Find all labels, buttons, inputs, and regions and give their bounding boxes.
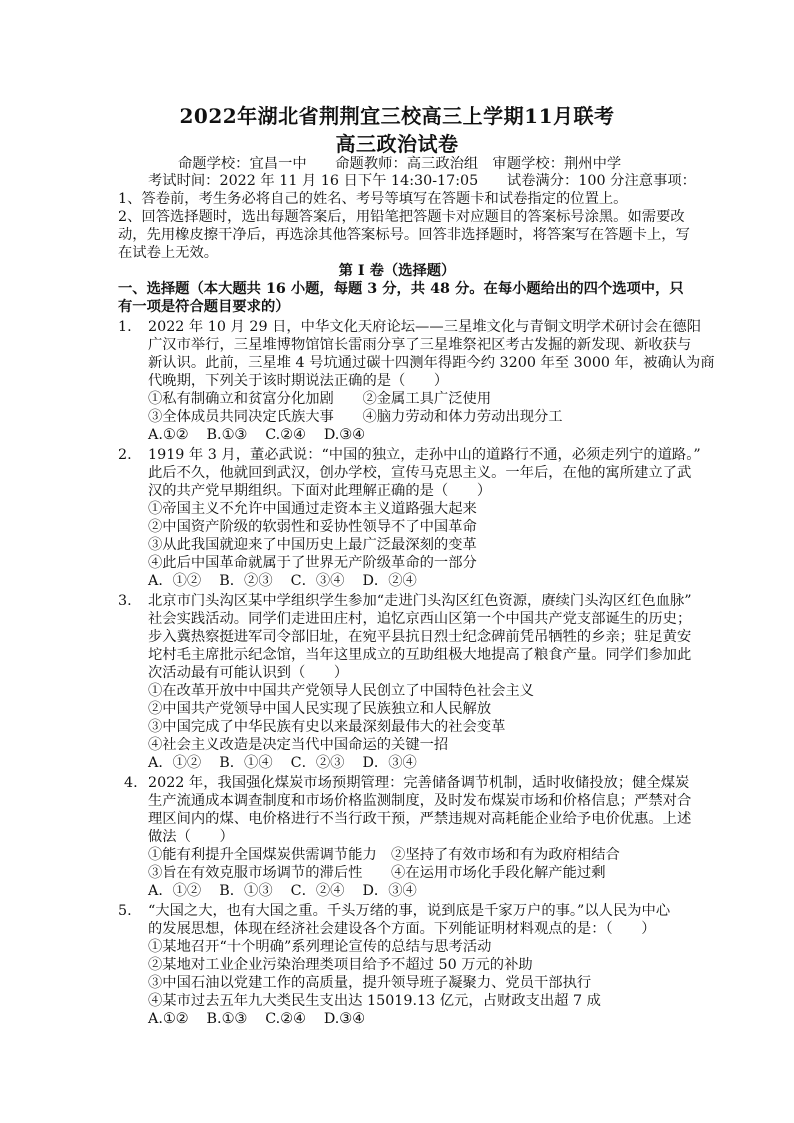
answer-choices	[148, 754, 435, 772]
question-text: 的发展思想，体现在经济社会建设各个方面。下列能证明材料观点的是：（ ）	[148, 921, 656, 937]
question-option: ④社会主义改造是决定当代中国命运的关键一招	[148, 737, 449, 753]
question-number: 5.	[118, 903, 132, 919]
question-text: 广汉市举行，三星堆博物馆馆长雷雨分享了三星堆祭祀区考古发掘的新发现、新收获与	[148, 337, 692, 353]
answer-choice: C．②③	[290, 755, 345, 771]
question-text: 北京市门头沟区某中学组织学生参加“走进门头沟区红色资源，赓续门头沟区红色血脉”	[148, 593, 692, 609]
answer-choice: A．①②	[148, 883, 202, 899]
question-option: ②中国共产党领导中国人民实现了民族独立和人民解放	[148, 701, 492, 717]
question-option: ①在改革开放中中国共产党领导人民创立了中国特色社会主义	[148, 683, 535, 699]
answer-choices	[148, 426, 383, 444]
answer-choice: A.①②	[148, 1011, 189, 1027]
answer-choices	[148, 1010, 383, 1028]
note-line: 2、回答选择题时，选出每题答案后，用铅笔把答题卡对应题目的答案标号涂黑。如需要改	[118, 209, 685, 225]
question-option: ④此后中国革命就属于了世界无产阶级革命的一部分	[148, 555, 477, 571]
question-text: “大国之大，也有大国之重。千头万绪的事，说到底是千家万户的事。”以人民为中心	[148, 903, 671, 919]
question-option: ③中国石油以党建工作的高质量，提升领导班子凝聚力、党员干部执行	[148, 975, 592, 991]
answer-choices	[148, 882, 435, 900]
question-option: ④某市过去五年九大类民生支出达 15019.13 亿元，占财政支出超 7 成	[148, 993, 601, 1009]
question-option: ③全体成员共同决定氏族大事 ④脑力劳动和体力劳动出现分工	[148, 409, 563, 425]
answer-choice: B．①④	[219, 755, 273, 771]
question-text: 做法（ ）	[148, 829, 234, 845]
question-number: 3.	[118, 593, 132, 609]
question-option: ①某地召开“十个明确”系列理论宣传的总结与思考活动	[148, 939, 492, 955]
question-option: ③从此我国就迎来了中国历史上最广泛最深刻的变革	[148, 537, 477, 553]
answer-choice: D．②④	[362, 573, 417, 589]
answer-choice: C.②④	[265, 427, 306, 443]
note-line: 动，先用橡皮擦干净后，再选涂其他答案标号。回答非选择题时，将答案写在答题卡上，写	[118, 227, 690, 243]
question-text: 汉的共产党早期组织。下面对此理解正确的是（ ）	[148, 483, 492, 499]
answer-choice: B．①③	[219, 883, 273, 899]
answer-choice: B.①③	[206, 1011, 248, 1027]
answer-choice: D.③④	[323, 1011, 365, 1027]
answer-choice: C．②④	[290, 883, 345, 899]
answer-choice: B.①③	[206, 427, 248, 443]
answer-choice: D．③④	[362, 883, 417, 899]
question-option: ③中国完成了中华民族有史以来最深刻最伟大的社会变革	[148, 719, 506, 735]
question-text: 步入冀热察挺进军司令部旧址，在宛平县抗日烈士纪念碑前凭吊牺牲的乡亲；驻足黄安	[148, 629, 692, 645]
question-text: 理区间内的煤、电价格进行不当行政干预，严禁违规对高耗能企业给予电价优惠。上述	[148, 811, 692, 827]
exam-info-line: 命题学校：宜昌一中 命题教师：高三政治组 审题学校：荆州中学	[178, 156, 622, 172]
question-option: ①能有利提升全国煤炭供需调节能力 ②坚持了有效市场和有为政府相结合	[148, 847, 620, 863]
answer-choice: C.②④	[265, 1011, 306, 1027]
question-text: 次活动最有可能认识到（ ）	[148, 665, 349, 681]
question-text: 2022 年 10 月 29 日，中华文化天府论坛——三星堆文化与青铜文明学术研讨会在德阳	[148, 319, 701, 335]
question-text: 此后不久，他就回到武汉，创办学校，宣传马克思主义。一年后，在他的寓所建立了武	[148, 465, 692, 481]
note-line: 在试卷上无效。	[118, 245, 219, 261]
question-text: 2022 年，我国强化煤炭市场预期管理：完善储备调节机制，适时收储投放；健全煤炭	[148, 775, 690, 791]
question-text: 代晚期，下列关于该时期说法正确的是（ ）	[148, 373, 449, 389]
exam-time-line: 考试时间：2022 年 11 月 16 日下午 14:30-17:05 试卷满分：100 分注意事项：	[148, 173, 696, 189]
question-text: 生产流通成本调查制度和市场价格监测制度，及时发布煤炭市场和价格信息；严禁对合	[148, 793, 692, 809]
section-instruction: 一、选择题（本大题共 16 小题，每题 3 分，共 48 分。在每小题给出的四个选项中，只	[118, 281, 684, 297]
exam-subtitle: 高三政治试卷	[335, 132, 459, 156]
note-line: 1、答卷前，考生务必将自己的姓名、考号等填写在答题卡和试卷指定的位置上。	[118, 191, 628, 207]
answer-choice: B．②③	[219, 573, 273, 589]
question-number: 2.	[118, 447, 132, 463]
answer-choices	[148, 572, 435, 590]
question-option: ②某地对工业企业污染治理类项目给予不超过 50 万元的补助	[148, 957, 533, 973]
question-text: 社会实践活动。同学们走进田庄村，追忆京西山区第一个中国共产党支部诞生的历史；	[148, 611, 692, 627]
answer-choice: C．③④	[290, 573, 345, 589]
answer-choice: A.①②	[148, 427, 189, 443]
question-text: 坨村毛主席批示纪念馆，当年这里成立的互助组极大地提高了粮食产量。同学们参加此	[148, 647, 692, 663]
question-option: ①帝国主义不允许中国通过走资本主义道路强大起来	[148, 501, 477, 517]
question-option: ①私有制确立和贫富分化加剧 ②金属工具广泛使用	[148, 391, 492, 407]
section-instruction: 有一项是符合题目要求的）	[118, 299, 290, 315]
question-number: 1.	[118, 319, 132, 335]
answer-choice: D.③④	[323, 427, 365, 443]
answer-choice: D．③④	[362, 755, 417, 771]
exam-title: 2022年湖北省荆荆宜三校高三上学期11月联考	[179, 104, 615, 128]
answer-choice: A．①②	[148, 755, 202, 771]
section-title: 第 I 卷（选择题）	[338, 263, 456, 279]
answer-choice: A．①②	[148, 573, 202, 589]
question-option: ②中国资产阶级的软弱性和妥协性领导不了中国革命	[148, 519, 477, 535]
question-option: ③旨在有效克服市场调节的滞后性 ④在运用市场化手段化解产能过剩	[148, 865, 606, 881]
question-number: 4.	[124, 775, 138, 791]
question-text: 1919 年 3 月，董必武说：“中国的独立，走孙中山的道路行不通，必须走列宁的道路。”	[148, 447, 701, 463]
question-text: 新认识。此前，三星堆 4 号坑通过碳十四测年得距今约 3200 年至 3000 年，被确认为商	[148, 355, 715, 371]
